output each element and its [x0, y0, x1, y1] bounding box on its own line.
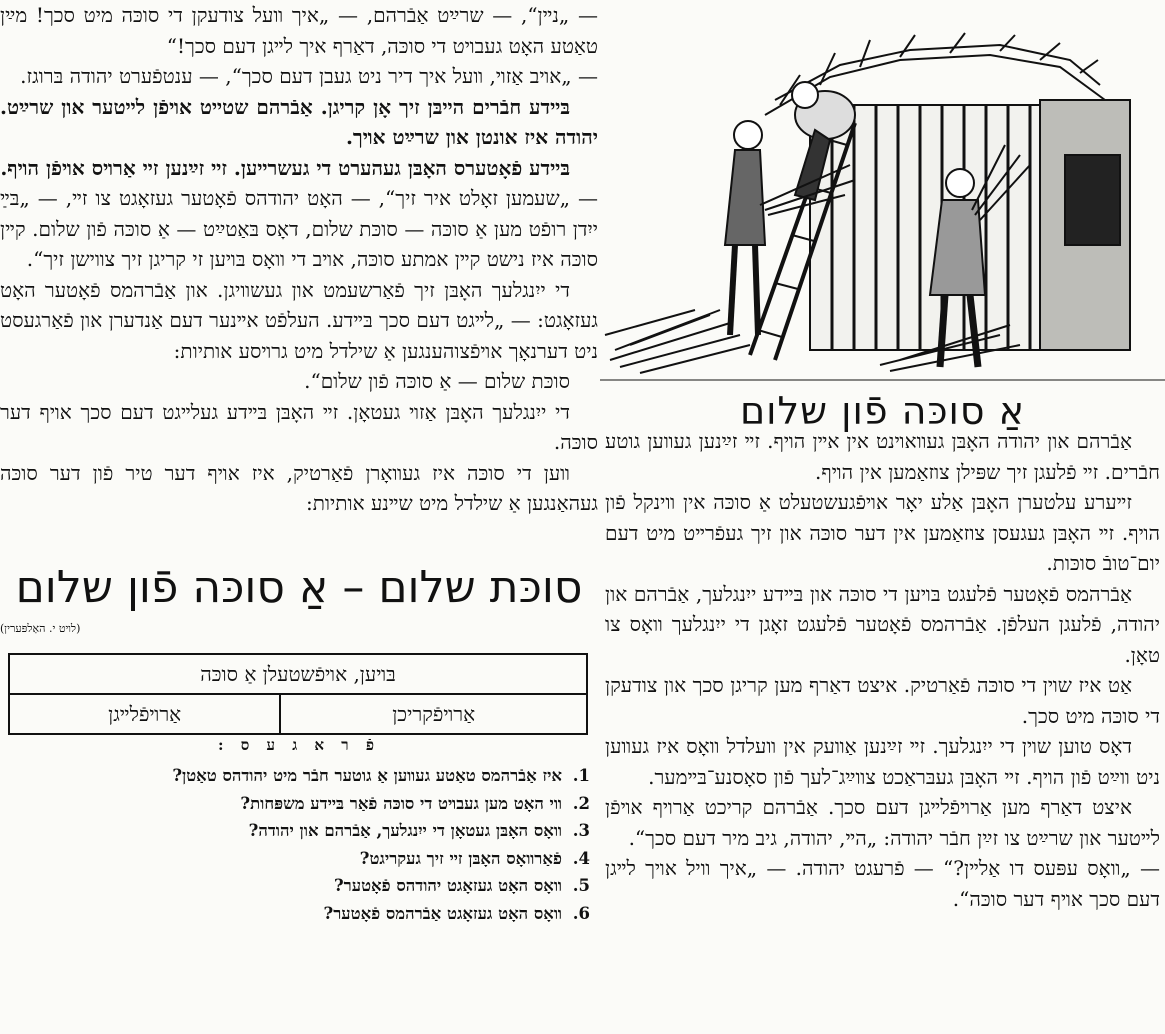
paragraph: זײערע עלטערן האָבּן אַלע יאָר אױפֿגעשטעלט אַ סוכּה אין װינקל פֿון הױף. זײ האָבּן געגעסן צוזאַמען אין דער סוכּה און זיך געפֿרײט מיט דעם יום־טובֿ סוכּות.: [605, 490, 1160, 575]
question-number: 3.: [572, 821, 590, 840]
paragraph: — „אױב אַזױ, װעל איך דיר ניט געבן דעם סכך“, — ענטפֿערט יהודה בּרוגז.: [20, 64, 598, 88]
paragraph: אַבֿרהמס פֿאָטער פֿלעגט בּױען די סוכּה און בּײדע ייִנגלעך, אַבֿרהם און יהודה, פֿלעגן העלפֿן. אַבֿרהמס פֿאָטער פֿלעגט זאָגן די ייִנגלעך װאָס צו טאָן.: [605, 581, 1160, 667]
question-number: 1.: [572, 766, 590, 785]
right-column-text: [605, 426, 1160, 914]
question-item: [120, 762, 590, 790]
question-item: [120, 817, 590, 845]
paragraph: בּײדע פֿאָטערס האָבּן געהערט די געשרײען. זײ זײַנען זײ אַרױס אױפֿן הױף.: [0, 155, 570, 180]
question-number: 6.: [572, 903, 590, 923]
paragraph: בּײדע חבֿרים הײבּן זיך אָן קריגן. אַבֿרהם שטײט אױפֿן לײטער און שרײַט. יהודה איז אונטן און שרײַט אױך.: [0, 94, 598, 149]
question-item: [120, 872, 590, 900]
sign-heading: סוכּת שלום – אַ סוכּה פֿון שלום: [15, 562, 583, 613]
questions-heading: פֿ ר א ג ע ס :: [217, 736, 380, 754]
question-text: איז אַבֿרהמס טאַטע געװען אַ גוטער חבֿר מיט יהודהס טאַטן?: [172, 766, 562, 785]
vocabulary-cell: אַרױפֿלײגן: [9, 694, 280, 734]
question-text: װאָס האָט געזאָגט יהודהס פֿאָטער?: [333, 876, 562, 895]
paragraph: — „נײן“, — שרײַט אַבֿרהם, — „איך װעל צודעקן די סוכּה מיט סכך! מײַן טאַטע האָט געבױט די סוכּה, דאַרף איך לײגן דעם סכך!“: [0, 3, 598, 58]
paragraph: װען די סוכּה איז געװאָרן פֿאַרטיק, איז אױף דער טיר פֿון דער סוכּה געהאַנגען אַ שילדל מיט שײנע אותיות:: [0, 460, 598, 515]
question-text: װי האָט מען געבױט די סוכּה פֿאַר בּײדע משפּחות?: [240, 793, 562, 813]
paragraph: די ייִנגלעך האָבּן אַזױ געטאָן. זײ האָבּן בּײדע געלײגט דעם סכך אױף דער סוכּה.: [0, 399, 598, 454]
question-number: 5.: [572, 876, 590, 895]
question-text: פֿאַרװאָס האָבּן זײ זיך געקריגט?: [359, 848, 562, 868]
sukkah-illustration: [600, 5, 1165, 397]
author-credit: (לױט י. האַלפּערין): [0, 622, 81, 635]
vocabulary-cell: אַרױפֿקריכן: [280, 694, 587, 734]
paragraph: סוכּת שלום — אַ סוכּה פֿון שלום“.: [304, 369, 570, 393]
question-item: [120, 790, 590, 818]
left-column-text: [0, 0, 598, 519]
vocabulary-table: [8, 653, 588, 735]
question-number: 4.: [572, 848, 590, 868]
question-text: װאָס האָבּן געטאָן די ייִנגלעך, אַבֿרהם און יהודה?: [248, 821, 562, 840]
paragraph: אַט איז שױן די סוכּה פֿאַרטיק. איצט דאַרף מען קריגן סכך און צודעקן די סוכּה מיט סכך.: [605, 673, 1160, 728]
question-text: װאָס האָט געזאָגט אַבֿרהמס פֿאָטער?: [323, 903, 562, 923]
paragraph: אַבֿרהם און יהודה האָבּן געװאױנט אין אײן הױף. זײ זײַנען געװען גוטע חבֿרים. זײ פֿלעגן זיך שפּילן צוזאַמען אין הױף.: [605, 429, 1160, 484]
paragraph: די ייִנגלעך האָבּן זיך פֿאַרשעמט און געשװיגן. און אַבֿרהמס פֿאָטער האָט געזאָגט: — „לײגט דעם סכך בּײדע. העלפֿט אײנער דעם אַנדערן און פֿאַרגעסט ניט דערנאָך אױפֿצוהענגען אַ שילדל מיט גרױסע אותיות:: [0, 277, 598, 363]
paragraph: דאָס טוען שױן די ייִנגלעך. זײ זײַנען אַװעק אין װעלדל װאָס איז געװען ניט װײַט פֿון הױף. זײ האָבּן געבּראַכט צװײַג־לעך פֿון סאָסנע־בּײמער.: [605, 734, 1160, 789]
questions-list: [120, 762, 590, 927]
question-item: [120, 845, 590, 873]
paragraph: — „שעמען זאָלט איר זיך“, — האָט יהודהס פֿאָטער געזאָגט צו זײ, — „בּײַ ייִדן רופֿט מען אַ סוכּה — סוכּת שלום, דאָס בּאַטײַט — אַ סוכּה פֿון שלום. קײן סוכּה איז נישט קײן אמתע סוכּה, אױב די װאָס בּױען זי קריגן זיך צװישן זיך“.: [0, 186, 598, 271]
paragraph: איצט דאַרף מען אַרױפֿלײגן דעם סכך. אַבֿרהם קריכט אַרױף אױפֿן לײטער און שרײַט צו זײַן חבֿר יהודה: „הײ, יהודה, גיב מיר דעם סכך“.: [605, 795, 1160, 850]
vocabulary-table-header: בּױען, אױפֿשטעלן אַ סוכּה: [9, 654, 587, 694]
question-item: [120, 900, 590, 928]
story-title: אַ סוכּה פֿון שלום: [739, 389, 1026, 433]
paragraph: — „װאָס עפּעס דו אַלײן?“ — פֿרעגט יהודה. — „איך װיל אױך לײגן דעם סכך אױף דער סוכּה“.: [605, 856, 1160, 911]
question-number: 2.: [572, 793, 590, 813]
